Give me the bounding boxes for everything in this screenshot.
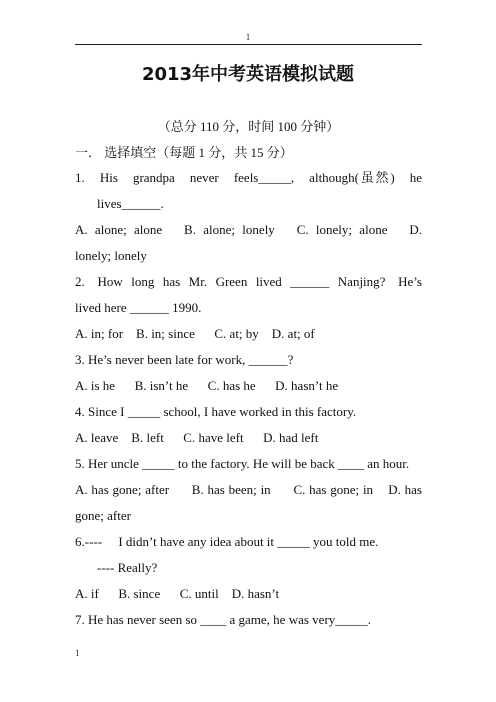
- question-6-text-cont: ---- Really?: [97, 560, 158, 575]
- question-5-options-cont: gone; after: [75, 508, 131, 523]
- page-title: 2013年中考英语模拟试题: [141, 64, 355, 85]
- question-6-text: 6.---- I didn’t have any idea about it _____ you told me.: [75, 534, 379, 549]
- question-2-text: 2. How long has Mr. Green lived ______ Nanjing? He’s: [75, 274, 422, 289]
- question-1-options: A. alone; alone B. alone; lonely C. lonely; alone D.: [75, 222, 422, 237]
- question-1-text: 1. His grandpa never feels_____, although(虽然) he: [75, 170, 422, 185]
- question-2-text-cont: lived here ______ 1990.: [75, 300, 202, 315]
- footer-page-number: 1: [75, 648, 80, 658]
- question-1-options-cont: lonely; lonely: [75, 248, 147, 263]
- section-heading: 一． 选择填空（每题 1 分，共 15 分）: [75, 145, 293, 160]
- question-5-text: 5. Her uncle _____ to the factory. He will be back ____ an hour.: [75, 456, 410, 471]
- header-rule: [75, 44, 422, 45]
- header-page-number: 1: [245, 32, 251, 42]
- question-3-text: 3. He’s never been late for work, ______?: [75, 352, 294, 367]
- question-2-options: A. in; for B. in; since C. at; by D. at; of: [75, 326, 315, 341]
- question-4-text: 4. Since I _____ school, I have worked in this factory.: [75, 404, 357, 419]
- question-6-options: A. if B. since C. until D. hasn’t: [75, 586, 280, 601]
- question-3-options: A. is he B. isn’t he C. has he D. hasn’t he: [75, 378, 339, 393]
- question-1-text-cont: lives______.: [97, 196, 164, 211]
- question-5-options: A. has gone; after B. has been; in C. has gone; in D. has: [75, 482, 422, 497]
- question-7-text: 7. He has never seen so ____ a game, he was very_____.: [75, 612, 372, 627]
- subtitle: （总分 110 分，时间 100 分钟）: [157, 119, 340, 134]
- question-4-options: A. leave B. left C. have left D. had left: [75, 430, 319, 445]
